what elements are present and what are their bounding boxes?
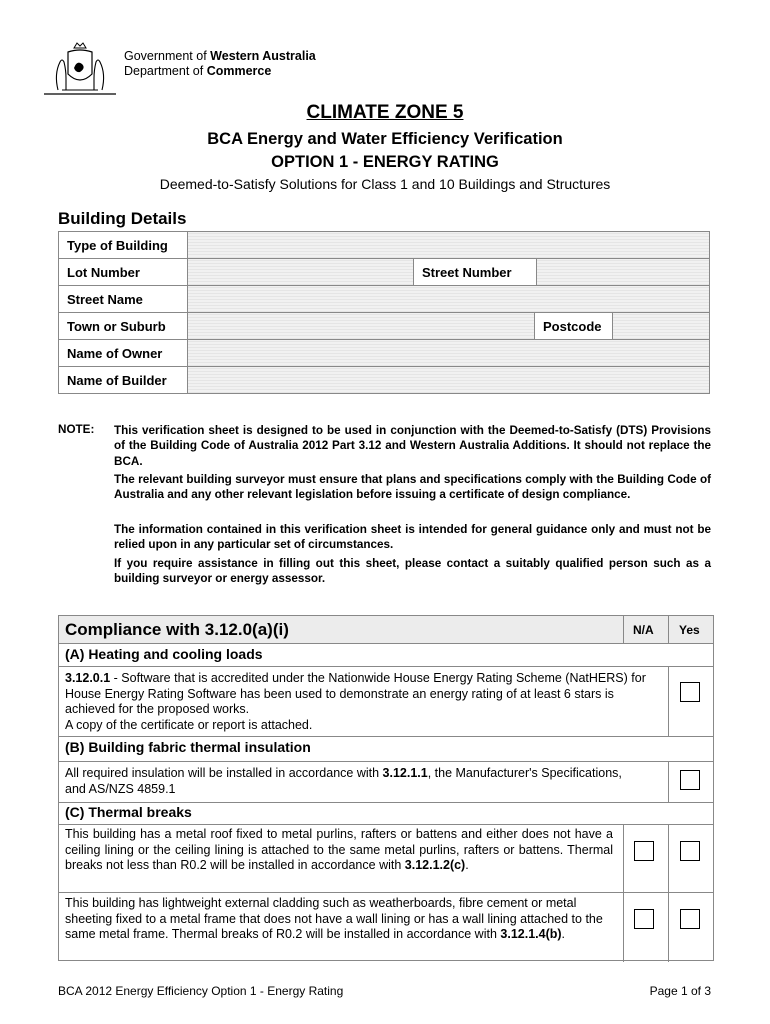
label-lot-number: Lot Number (67, 265, 140, 280)
row-name-of-owner (59, 339, 709, 366)
row-lot-number (59, 258, 709, 285)
footer-page-number: Page 1 of 3 (649, 984, 711, 998)
section-c-heading: (C) Thermal breaks (65, 804, 192, 820)
compliance-table (58, 615, 714, 961)
note-paragraph-3: The information contained in this verification sheet is intended for general guidance only and must not be relied upon in any particular set of circumstances. (114, 523, 711, 552)
col-yes-header: Yes (679, 623, 700, 637)
section-a-yes-checkbox[interactable] (680, 682, 700, 702)
section-c1-yes-checkbox[interactable] (680, 841, 700, 861)
label-postcode: Postcode (534, 313, 612, 339)
street-name-field[interactable] (187, 286, 709, 312)
subtitle-verification: BCA Energy and Water Efficiency Verification (207, 130, 563, 148)
section-c1-text: This building has a metal roof fixed to metal purlins, rafters or battens and either does not have a ceiling lining or the ceiling lining is attached to the same metal purlins, rafters or battens. Thermal breaks not less than R0.2 will be installed in accordance with 3.12.1.2(c). (65, 827, 613, 872)
section-a-heading: (A) Heating and cooling loads (65, 646, 263, 662)
note-paragraph-1: This verification sheet is designed to be used in conjunction with the Deemed-to-Satisfy (DTS) Provisions of the Building Code of Australia 2012 Part 3.12 and Western Australia Additions. It should not replace the BCA. (114, 424, 711, 468)
compliance-heading: Compliance with 3.12.0(a)(i) (65, 620, 289, 639)
section-b-text: All required insulation will be installed in accordance with 3.12.1.1, the Manufacturer's Specifications, and AS/NZS 4859.1 (65, 766, 622, 796)
row-name-of-builder (59, 366, 709, 393)
section-c2-na-checkbox[interactable] (634, 909, 654, 929)
section-c2-text: This building has lightweight external cladding such as weatherboards, fibre cement or metal sheeting fixed to a metal frame that does not have a wall lining or has a wall lining attached to the same metal frame. Thermal breaks of R0.2 will be installed in accordance with 3.12.1.4(b). (65, 896, 603, 941)
section-b-heading: (B) Building fabric thermal insulation (65, 739, 311, 755)
row-type-of-building (59, 232, 709, 258)
subtitle-dts: Deemed-to-Satisfy Solutions for Class 1 and 10 Buildings and Structures (159, 176, 611, 192)
section-b-yes-checkbox[interactable] (680, 770, 700, 790)
note-paragraph-2: The relevant building surveyor must ensure that plans and specifications comply with the Building Code of Australia and any other relevant legislation before issuing a certificate of design compliance. (114, 473, 711, 502)
subtitle-option: OPTION 1 - ENERGY RATING (271, 153, 499, 171)
note-label: NOTE: (58, 423, 95, 436)
row-town-or-suburb (59, 312, 709, 339)
section-c2-yes-checkbox[interactable] (680, 909, 700, 929)
section-a-text: 3.12.0.1 - Software that is accredited under the Nationwide House Energy Rating Scheme (NatHERS) for House Energy Rating Software has been used to demonstrate an energy rating of at least 6 stars is achieved for the proposed works. A copy of the certificate or report is attached. (65, 671, 646, 732)
label-name-of-builder: Name of Builder (67, 373, 167, 388)
building-details-table (58, 231, 710, 394)
postcode-field[interactable] (612, 313, 709, 339)
government-header: Government of Western Australia Department of Commerce (124, 49, 316, 78)
note-paragraph-4: If you require assistance in filling out this sheet, please contact a suitably qualified person such as a building surveyor or energy assessor. (114, 557, 711, 586)
building-details-heading: Building Details (58, 209, 187, 228)
page-title: CLIMATE ZONE 5 (306, 102, 464, 123)
wa-government-crest-icon (44, 40, 116, 96)
col-na-header: N/A (633, 623, 654, 637)
footer-document-title: BCA 2012 Energy Efficiency Option 1 - Energy Rating (58, 984, 344, 998)
town-or-suburb-field[interactable] (187, 313, 534, 339)
street-number-field[interactable] (536, 259, 709, 285)
lot-number-field[interactable] (187, 259, 413, 285)
type-of-building-field[interactable] (187, 232, 709, 258)
label-street-name: Street Name (67, 292, 143, 307)
section-c1-na-checkbox[interactable] (634, 841, 654, 861)
row-street-name (59, 285, 709, 312)
label-town-or-suburb: Town or Suburb (67, 319, 166, 334)
name-of-builder-field[interactable] (187, 367, 709, 393)
label-type-of-building: Type of Building (67, 238, 168, 253)
label-street-number: Street Number (413, 259, 536, 285)
name-of-owner-field[interactable] (187, 340, 709, 366)
label-name-of-owner: Name of Owner (67, 346, 163, 361)
